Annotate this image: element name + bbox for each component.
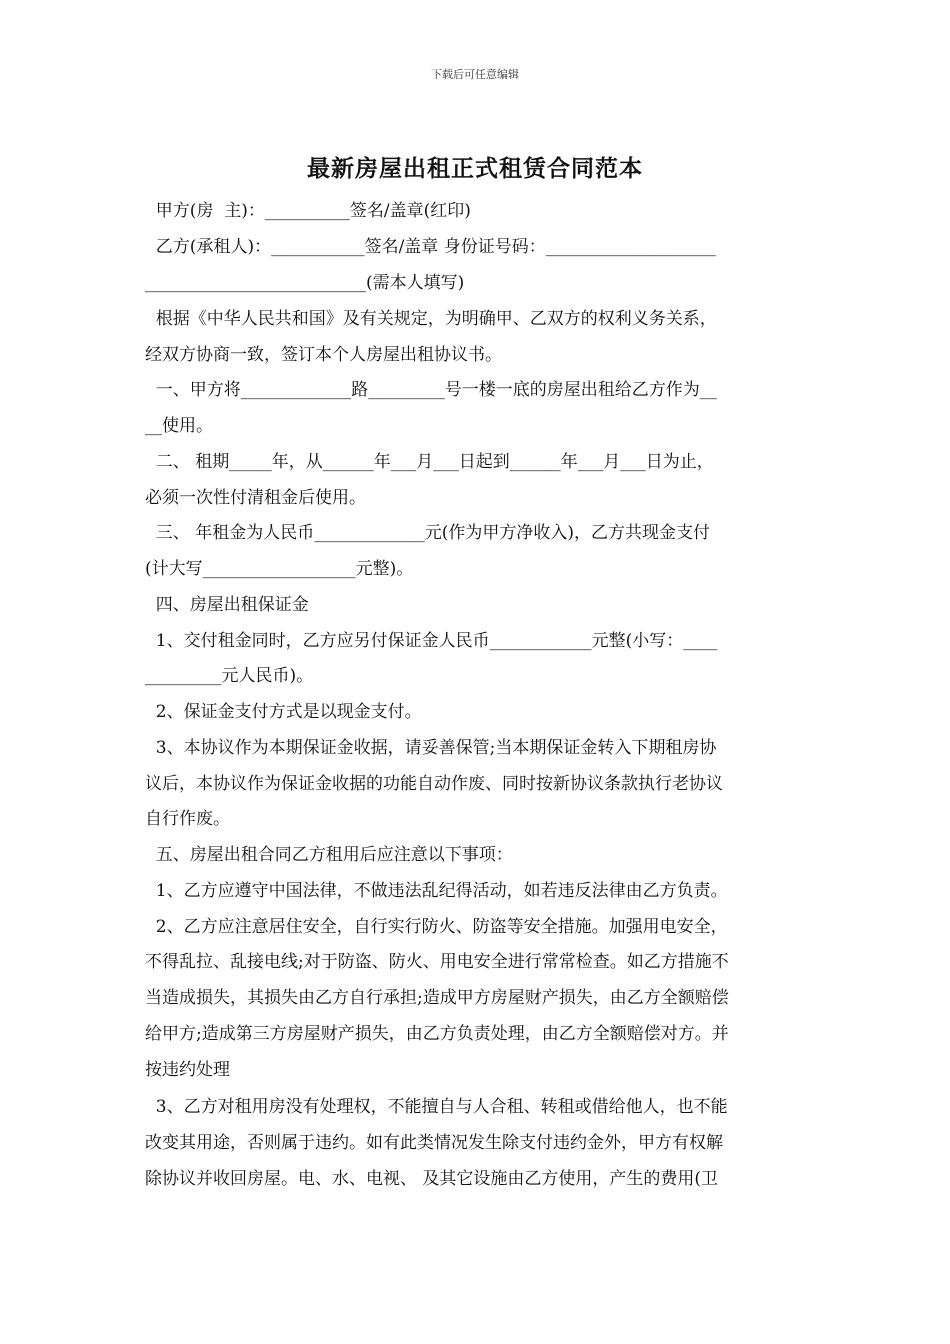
text-line: 四、房屋出租保证金: [145, 595, 309, 615]
text-line: 甲方(房 主)：__________签名/盖章(红印): [145, 201, 471, 221]
document-title: 最新房屋出租正式租赁合同范本: [307, 155, 643, 182]
text-line: 三、 年租金为人民币_____________元(作为甲方净收入)，乙方共现金支付: [145, 523, 710, 543]
text-line: 2、乙方应注意居住安全，自行实行防火、防盗等安全措施。加强用电安全，: [145, 917, 728, 937]
text-line: 二、 租期_____年，从______年___月___日起到______年___月___日为止，: [145, 452, 714, 472]
text-line: 按违约处理: [145, 1060, 230, 1080]
text-line: 五、房屋出租合同乙方租用后应注意以下事项：: [145, 845, 513, 865]
header-note: 下载后可任意编辑: [431, 68, 519, 81]
text-line: 改变其用途，否则属于违约。如有此类情况发生除支付违约金外，甲方有权解: [145, 1133, 723, 1153]
text-line: 给甲方;造成第三方房屋财产损失，由乙方负责处理，由乙方全额赔偿对方。并: [145, 1024, 729, 1044]
text-line: 一、甲方将_____________路_________号一楼一底的房屋出租给乙方作为__: [145, 380, 717, 400]
text-line: 除协议并收回房屋。电、水、电视、 及其它设施由乙方使用，产生的费用(卫: [145, 1169, 719, 1189]
text-line: 1、乙方应遵守中国法律，不做违法乱纪得活动，如若违反法律由乙方负责。: [145, 881, 728, 901]
text-line: 乙方(承租人)：___________签名/盖章 身份证号码：____________________: [145, 237, 716, 257]
text-line: __使用。: [145, 416, 213, 436]
text-line: _________元人民币)。: [145, 666, 314, 686]
text-line: 3、本协议作为本期保证金收据，请妥善保管;当本期保证金转入下期租房协: [145, 738, 717, 758]
text-line: 议后，本协议作为保证金收据的功能自动作废、同时按新协议条款执行老协议: [145, 774, 723, 794]
text-line: __________________________(需本人填写): [145, 273, 465, 293]
text-line: 必须一次性付清租金后使用。: [145, 488, 366, 508]
text-line: 1、交付租金同时，乙方应另付保证金人民币____________元整(小写：____: [145, 631, 718, 651]
text-line: 3、乙方对租用房没有处理权，不能擅自与人合租、转租或借给他人，也不能: [145, 1097, 728, 1117]
text-line: 2、保证金支付方式是以现金支付。: [145, 702, 422, 722]
text-line: 根据《中华人民共和国》及有关规定，为明确甲、乙双方的权利义务关系，: [145, 309, 717, 329]
text-line: (计大写__________________元整)。: [145, 559, 414, 579]
text-line: 自行作废。: [145, 809, 230, 829]
text-line: 当造成损失，其损失由乙方自行承担;造成甲方房屋财产损失，由乙方全额赔偿: [145, 988, 729, 1008]
text-line: 不得乱拉、乱接电线;对于防盗、防火、用电安全进行常常检查。如乙方措施不: [145, 952, 729, 972]
text-line: 经双方协商一致，签订本个人房屋出租协议书。: [145, 345, 502, 365]
